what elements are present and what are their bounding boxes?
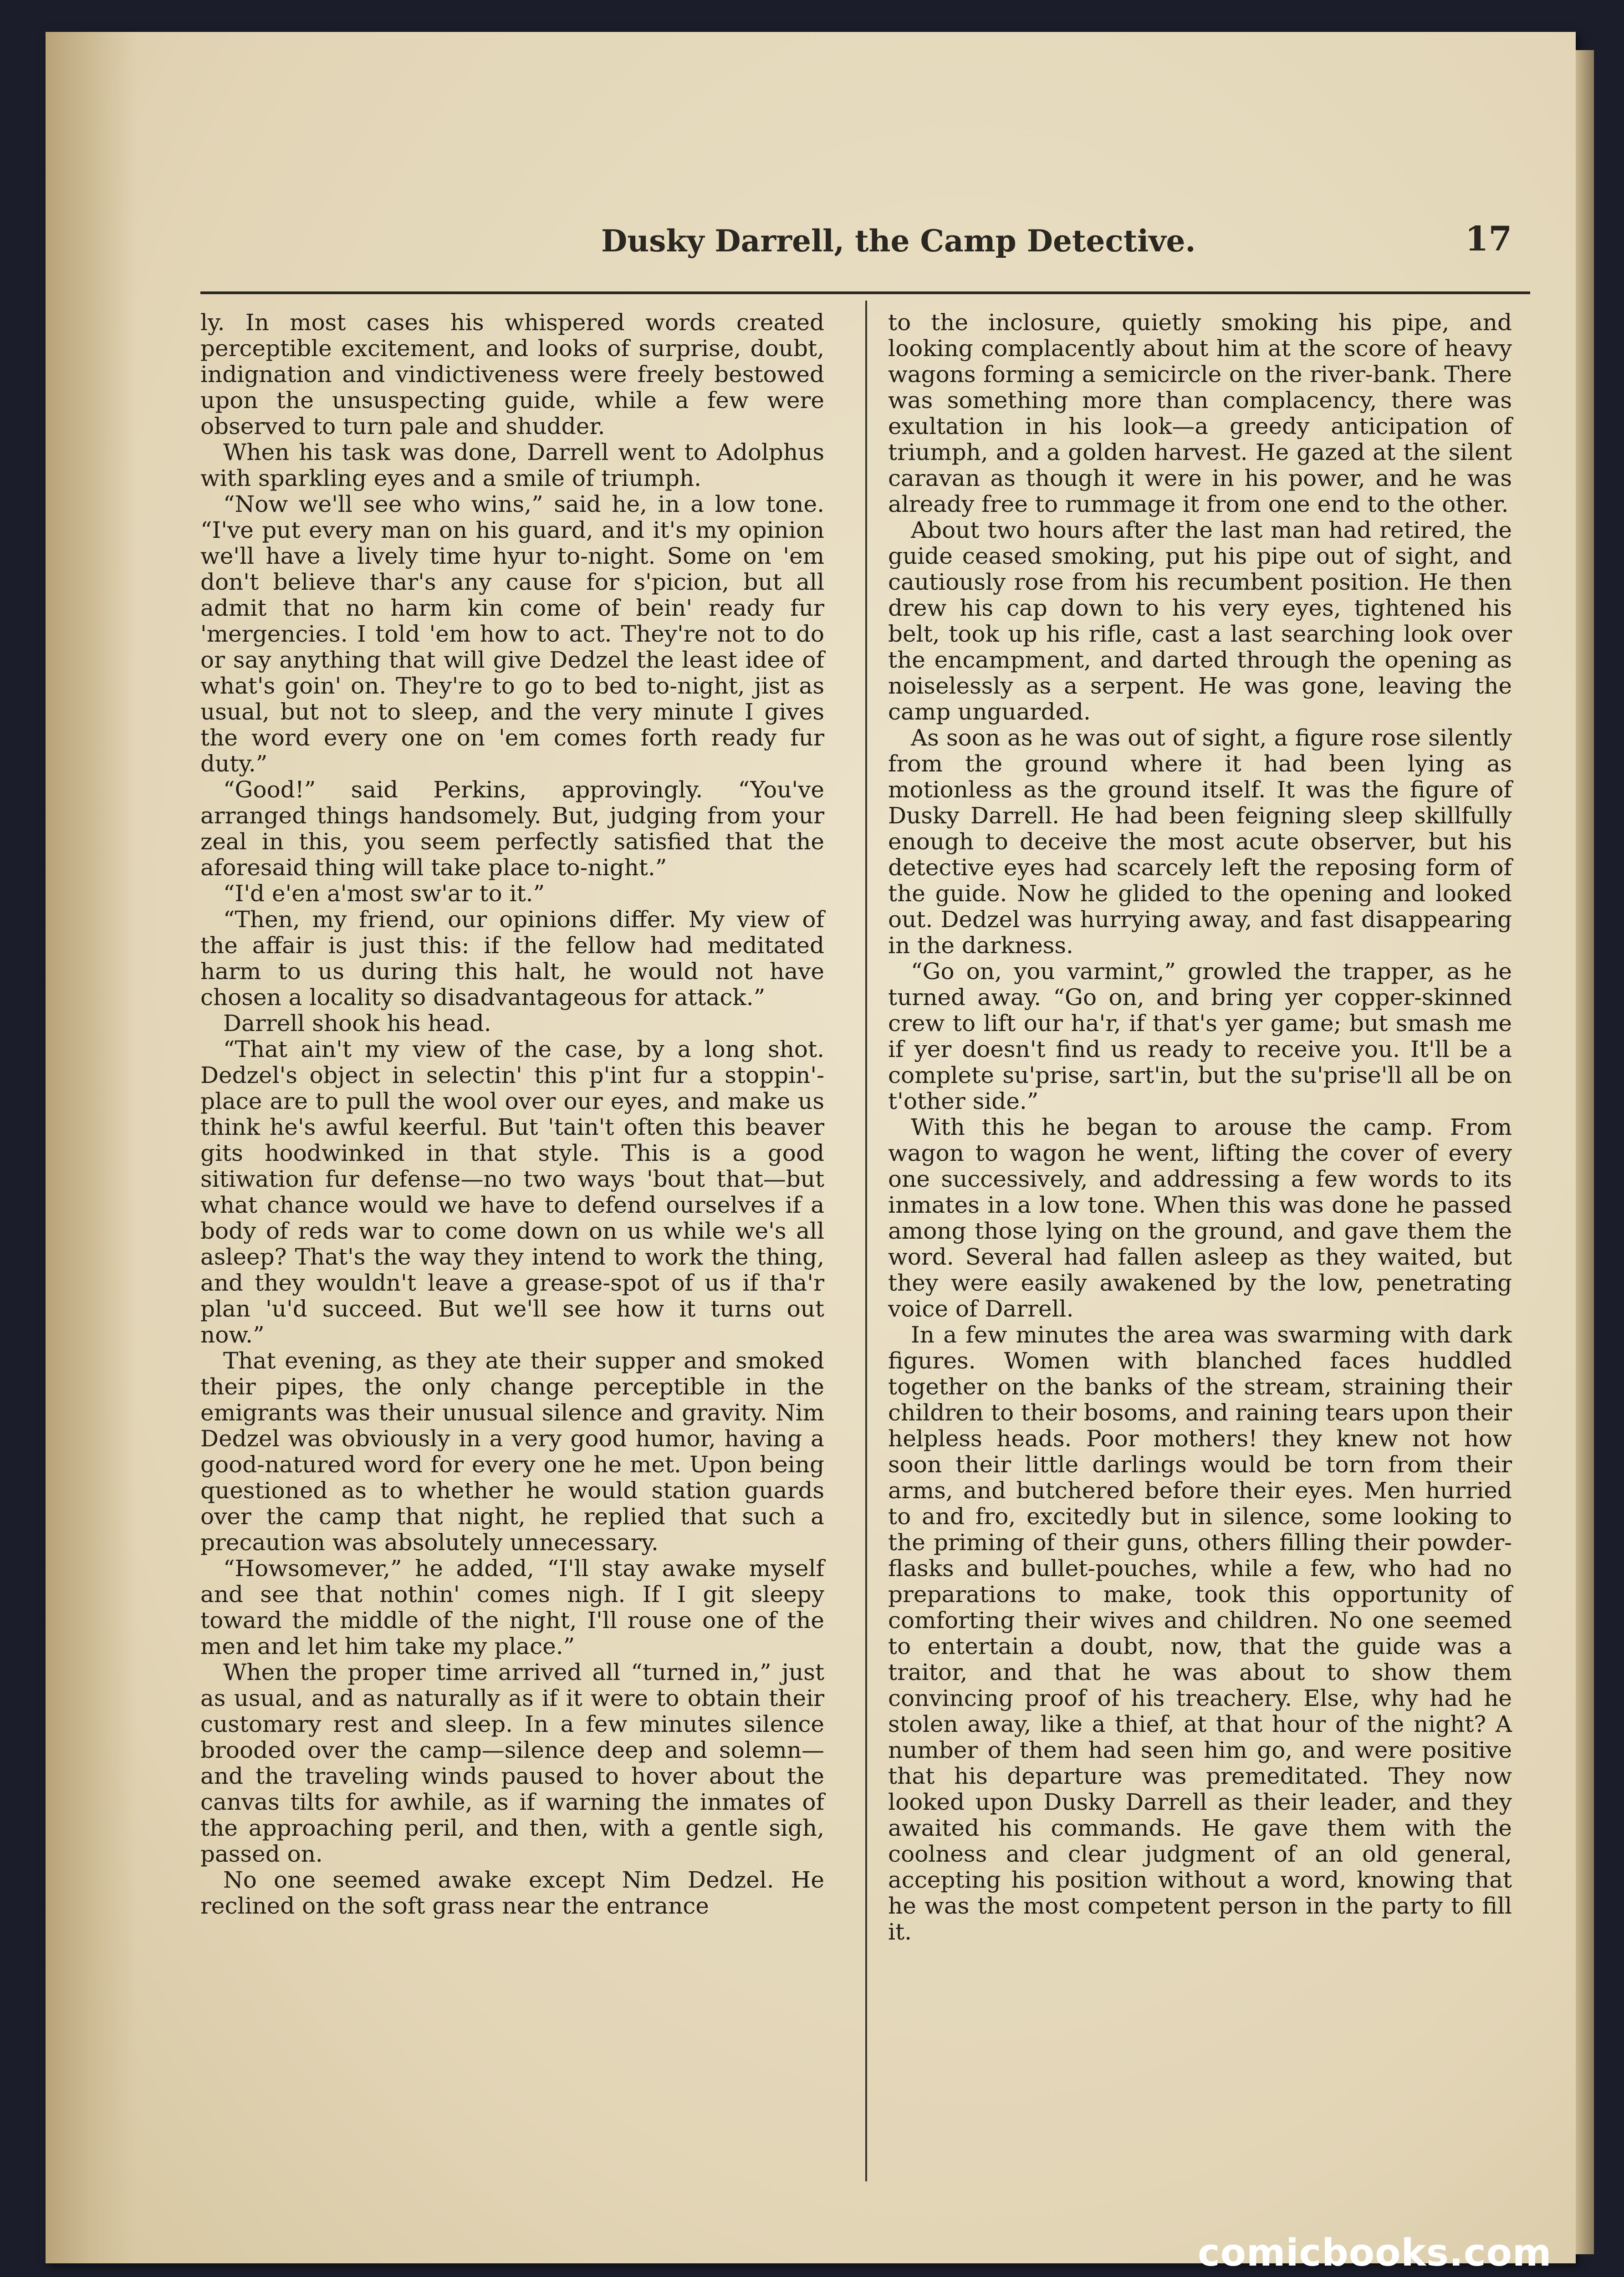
paragraph: That evening, as they ate their supper and smoked their pipes, the only change perceptible in the emigrants was their unusual silence and gravity. Nim Dedzel was obviously in a very good humor, having a good-natured word for every one he met. Upon being questioned as to whether he would station guards over the camp that night, he replied that such a precaution was absolutely unnecessary. [200,1348,824,1556]
paragraph: Darrell shook his head. [223,1010,491,1036]
paragraph: “Now we'll see who wins,” said he, in a low tone. “I've put every man on his guard, and it's my opinion we'll have a lively time hyur to-night. Some on 'em don't believe thar's any cause for s'picion, but all admit that no harm kin come of bein' ready fur 'mergencies. I told 'em how to act. They're not to do or say anything that will give Dedzel the least idee of what's goin' on. They're to go to bed to-night, jist as usual, but not to sleep, and the very minute I gives the word every one on 'em comes forth ready fur duty.” [200,491,824,777]
header-rule [200,291,1530,294]
paragraph: When the proper time arrived all “turned in,” just as usual, and as naturally as if it were to obtain their customary rest and sleep. In a few minutes silence brooded over the camp—silence deep and solemn—and the traveling winds paused to hover about the canvas tilts for awhile, as if warning the inmates of the approaching peril, and then, with a gentle sigh, passed on. [200,1659,824,1867]
paragraph: With this he began to arouse the camp. From wagon to wagon he went, lifting the cover of every one successively, and addressing a few words to its inmates in a low tone. When this was done he passed among those lying on the ground, and gave them the word. Several had fallen asleep as they waited, but they were easily awakened by the low, penetrating voice of Darrell. [888,1114,1512,1322]
watermark: comicbooks.com [1198,2231,1552,2275]
paragraph: “That ain't my view of the case, by a long shot. Dedzel's object in selectin' this p'int fur a stoppin'-place are to pull the wool over our eyes, and make us think he's awful keerful. But 'tain't often this beaver gits hoodwinked in that style. This is a good sitiwation fur defense—no two ways 'bout that—but what chance would we have to defend ourselves if a body of reds war to come down on us while we's all asleep? That's the way they intend to work the thing, and they wouldn't leave a grease-spot of us if tha'r plan 'u'd succeed. But we'll see how it turns out now.” [200,1036,824,1348]
header-title: Dusky Darrell, the Camp Detective. [601,223,1196,259]
binding-gutter [46,32,137,2263]
page-edge [1576,50,1594,2254]
paragraph: As soon as he was out of sight, a figure rose silently from the ground where it had been lying as motionless as the ground itself. It was the figure of Dusky Darrell. He had been feigning sleep skillfully enough to deceive the most acute observer, but his detective eyes had scarcely left the reposing form of the guide. Now he glided to the opening and looked out. Dedzel was hurrying away, and fast disappearing in the darkness. [888,725,1512,959]
column-divider [865,301,867,2181]
paragraph: “Howsomever,” he added, “I'll stay awake myself and see that nothin' comes nigh. If I git sleepy toward the middle of the night, I'll rouse one of the men and let him take my place.” [200,1555,824,1659]
paragraph: “Go on, you varmint,” growled the trapper, as he turned away. “Go on, and bring yer copper-skinned crew to lift our ha'r, if that's yer game; but smash me if yer doesn't find us ready to receive you. It'll be a complete su'prise, sart'in, but the su'prise'll all be on t'other side.” [888,958,1512,1114]
paragraph: to the inclosure, quietly smoking his pipe, and looking complacently about him at the score of heavy wagons forming a semicircle on the river-bank. There was something more than complacency, there was exultation in his look—a greedy anticipation of triumph, and a golden harvest. He gazed at the silent caravan as though it were in his power, and he was already free to rummage it from one end to the other. [888,309,1512,517]
left-column [200,310,824,1919]
magazine-page [46,32,1576,2263]
paragraph: No one seemed awake except Nim Dedzel. He reclined on the soft grass near the entrance [200,1867,824,1919]
paragraph: “Good!” said Perkins, approvingly. “You've arranged things handsomely. But, judging from your zeal in this, you seem perfectly satisfied that the aforesaid thing will take place to-night.” [200,776,824,881]
paragraph: When his task was done, Darrell went to Adolphus with sparkling eyes and a smile of triumph. [200,439,824,491]
paragraph: About two hours after the last man had retired, the guide ceased smoking, put his pipe out of sight, and cautiously rose from his recumbent position. He then drew his cap down to his very eyes, tightened his belt, took up his rifle, cast a last searching look over the encampment, and darted through the opening as noiselessly as a serpent. He was gone, leaving the camp unguarded. [888,517,1512,725]
page-number: 17 [1465,220,1512,259]
running-header [200,196,1530,269]
paragraph: “I'd e'en a'most sw'ar to it.” [223,880,545,907]
paragraph: In a few minutes the area was swarming with dark figures. Women with blanched faces huddled together on the banks of the stream, straining their children to their bosoms, and raining tears upon their helpless heads. Poor mothers! they knew not how soon their little darlings would be torn from their arms, and butchered before their eyes. Men hurried to and fro, excitedly but in silence, some looking to the priming of their guns, others filling their powder-flasks and bullet-pouches, while a few, who had no preparations to make, took this opportunity of comforting their wives and children. No one seemed to entertain a doubt, now, that the guide was a traitor, and that he was about to show them convincing proof of his treachery. Else, why had he stolen away, like a thief, at that hour of the night? A number of them had seen him go, and were positive that his departure was premeditated. They now looked upon Dusky Darrell as their leader, and they awaited his commands. He gave them with the coolness and clear judgment of an old general, accepting his position without a word, knowing that he was the most competent person in the party to fill it. [888,1322,1512,1945]
right-column [888,310,1512,1945]
paragraph: ly. In most cases his whispered words created perceptible excitement, and looks of surprise, doubt, indignation and vindictiveness were freely bestowed upon the unsuspecting guide, while a few were observed to turn pale and shudder. [200,309,824,439]
paragraph: “Then, my friend, our opinions differ. My view of the affair is just this: if the fellow had meditated harm to us during this halt, he would not have chosen a locality so disadvantageous for attack.” [200,906,824,1011]
